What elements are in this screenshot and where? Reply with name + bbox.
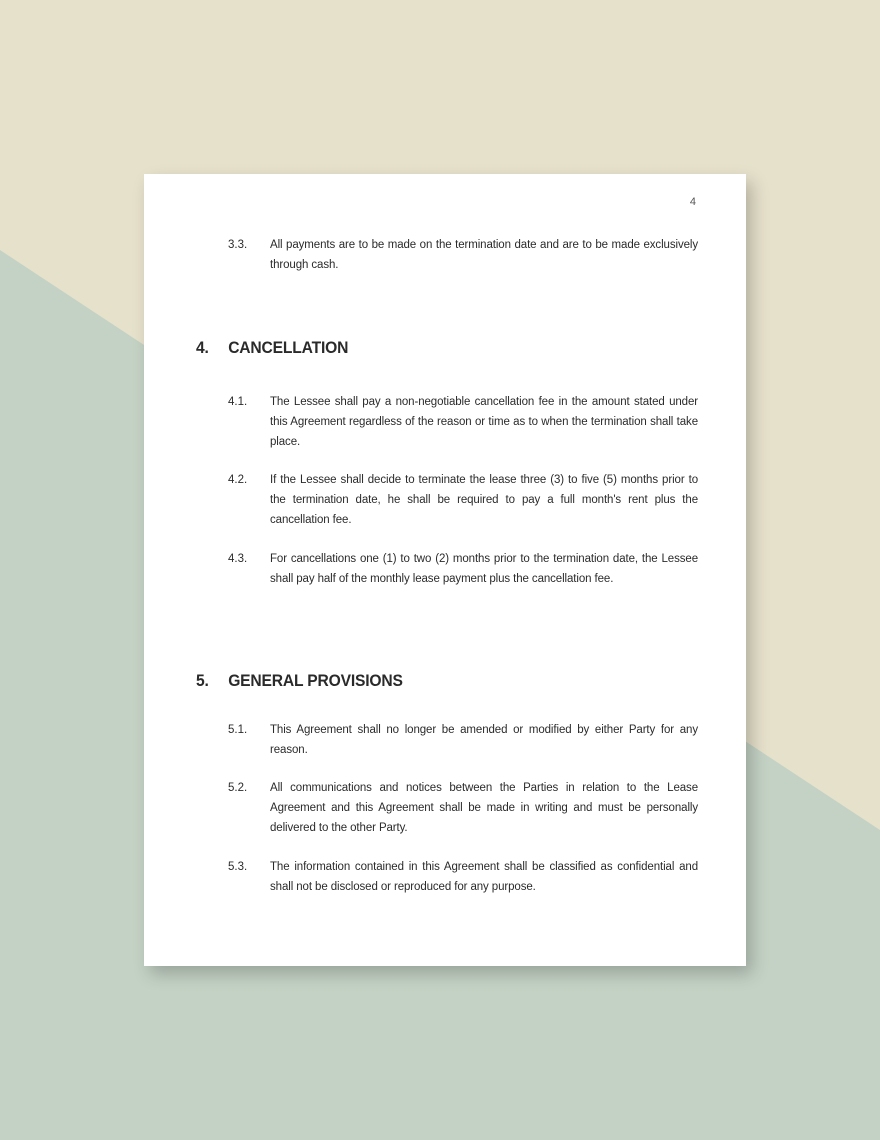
clause-4-3 bbox=[228, 549, 698, 589]
section-number: 4. bbox=[196, 338, 209, 357]
clause-text: All communications and notices between the Parties in relation to the Lease Agreement and this Agreement shall be made in writing and must be personally delivered to the other Party. bbox=[270, 782, 698, 834]
clause-number: 5.1. bbox=[228, 724, 248, 736]
clause-number: 4.2. bbox=[228, 474, 248, 486]
clause-number: 4.1. bbox=[228, 396, 248, 408]
clause-number: 5.3. bbox=[228, 861, 248, 873]
section-heading-general-provisions bbox=[196, 671, 403, 691]
clause-4-2 bbox=[228, 470, 698, 530]
clause-text: If the Lessee shall decide to terminate the lease three (3) to five (5) months prior to the termination date, he shall be required to pay a full month's rent plus the cancellation fee. bbox=[270, 474, 698, 526]
clause-text: All payments are to be made on the termination date and are to be made exclusively through cash. bbox=[270, 239, 698, 271]
clause-text: The information contained in this Agreement shall be classified as confidential and shall not be disclosed or reproduced for any purpose. bbox=[270, 861, 698, 893]
clause-5-2 bbox=[228, 778, 698, 838]
section-heading-cancellation bbox=[196, 338, 348, 358]
clause-4-1 bbox=[228, 392, 698, 452]
clause-number: 3.3. bbox=[228, 239, 248, 251]
section-title: CANCELLATION bbox=[228, 338, 349, 357]
clause-text: For cancellations one (1) to two (2) months prior to the termination date, the Lessee shall pay half of the monthly lease payment plus the cancellation fee. bbox=[270, 553, 698, 585]
section-title: GENERAL PROVISIONS bbox=[228, 671, 403, 690]
section-number: 5. bbox=[196, 671, 209, 690]
clause-number: 5.2. bbox=[228, 782, 248, 794]
clause-5-3 bbox=[228, 857, 698, 897]
clause-number: 4.3. bbox=[228, 553, 248, 565]
clause-3-3 bbox=[228, 235, 698, 275]
clause-5-1 bbox=[228, 720, 698, 760]
page-number: 4 bbox=[689, 196, 696, 208]
clause-text: This Agreement shall no longer be amended or modified by either Party for any reason. bbox=[270, 724, 698, 756]
document-page bbox=[144, 174, 746, 966]
clause-text: The Lessee shall pay a non-negotiable cancellation fee in the amount stated under this Agreement regardless of the reason or time as to when the termination shall take place. bbox=[270, 396, 698, 448]
